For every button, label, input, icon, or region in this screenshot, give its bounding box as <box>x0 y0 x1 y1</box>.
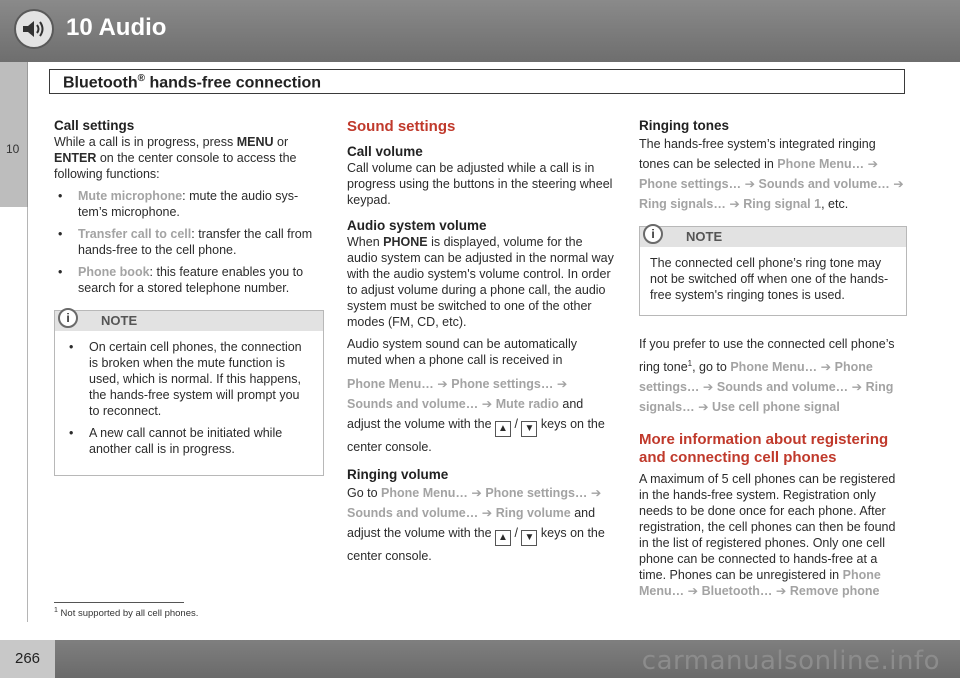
chapter-tab-number: 10 <box>6 142 20 156</box>
column-right <box>639 118 907 605</box>
audio-system-volume-heading: Audio system volume <box>347 218 487 233</box>
arrow-right-icon: ➔ <box>775 584 787 599</box>
header-bar <box>0 0 960 62</box>
arrow-right-icon: ➔ <box>820 360 832 375</box>
ringing-tones-heading: Ringing tones <box>639 118 729 133</box>
watermark: carmanualsonline.info <box>641 646 940 676</box>
arrow-right-icon: ➔ <box>867 157 879 171</box>
note-text: The connected cell phone’s ring tone may not be switched off when one of the hands-free system's ringing tones is used. <box>650 256 889 302</box>
cell-phone-signal-text: If you prefer to use the connected cell phone’s ring tone$^1$, go to Phone Menu… ➔ Phone settings… ➔ Sounds and volume… ➔ Ring signals… ➔ Use cell phone signal <box>639 337 895 415</box>
call-settings-heading: Call settings <box>54 118 135 133</box>
note-label: NOTE <box>101 313 138 328</box>
page-number: 266 <box>0 640 55 678</box>
ringing-volume-path: Go to Phone Menu… ➔ Phone settings… ➔ Sounds and volume… ➔ Ring volume and adjust the volume with the ▲ / ▼ keys on the center console. <box>347 486 605 563</box>
arrow-right-icon: ➔ <box>744 177 756 191</box>
footnote-rule <box>54 602 184 603</box>
note-box <box>54 310 324 476</box>
volume-up-key-icon: ▲ <box>495 530 511 546</box>
call-settings-intro: While a call is in progress, press MENU or ENTER on the center console to access the following functions: <box>54 135 297 181</box>
function-list <box>54 188 324 296</box>
call-volume-text: Call volume can be adjusted while a call is in progress using the buttons in the steering wheel keypad. <box>347 161 613 207</box>
note-header <box>640 227 906 247</box>
arrow-right-icon: ➔ <box>590 486 602 500</box>
arrow-right-icon: ➔ <box>893 177 904 191</box>
arrow-right-icon: ➔ <box>556 377 568 391</box>
arrow-right-icon: ➔ <box>698 400 709 415</box>
section-title: Bluetooth® hands-free connection <box>63 73 322 92</box>
arrow-right-icon: ➔ <box>851 380 863 395</box>
chapter-title: 10 Audio <box>66 14 167 41</box>
list-item: • Mute microphone: mute the audio sys-tem’s microphone. <box>54 188 324 220</box>
arrow-right-icon: ➔ <box>481 397 493 411</box>
ringing-tones-text: The hands-free system’s integrated ringing tones can be selected in Phone Menu… ➔ Phone settings… ➔ Sounds and volume… ➔ Ring signals… ➔ Ring signal 1, etc. <box>639 137 904 211</box>
info-icon: i <box>643 224 663 244</box>
list-item: • Phone book: this feature enables you to search for a stored telephone number. <box>54 264 324 296</box>
list-item: • On certain cell phones, the connection is broken when the mute function is used, which is normal. If this happens, the hands-free system will prompt you to reconnect. <box>65 339 311 419</box>
sound-settings-heading: Sound settings <box>347 118 456 135</box>
column-left <box>54 118 324 486</box>
audio-system-volume-text: When PHONE is displayed, volume for the audio system can be adjusted in the normal way with the audio system's volume control. In order to adjust volume during a phone call, the audio system must be switched to one of the other modes (FM, CD, etc). <box>347 235 614 329</box>
more-info-heading: More information about registering and connecting cell phones <box>639 431 889 467</box>
list-item: • Transfer call to cell: transfer the call from hands-free to the cell phone. <box>54 226 324 258</box>
speaker-icon <box>14 9 54 49</box>
list-item: • A new call cannot be initiated while another call is in progress. <box>65 425 311 457</box>
volume-up-key-icon: ▲ <box>495 421 511 437</box>
note-box <box>639 226 907 316</box>
volume-down-key-icon: ▼ <box>521 530 537 546</box>
note-label: NOTE <box>686 229 723 244</box>
footnote: $^1$ Not supported by all cell phones. <box>54 607 199 620</box>
arrow-right-icon: ➔ <box>481 506 493 520</box>
arrow-right-icon: ➔ <box>437 377 448 391</box>
more-info-text: A maximum of 5 cell phones can be registered in the hands-free system. Registration only needs to be done once for each phone. After registration, the cell phones can then be found in the list of registered phones. Only one cell phone can be connected to hands-free at a time. Phones can be unregistered in Phone Menu… ➔ Bluetooth… ➔ Remove phone <box>639 472 896 599</box>
volume-down-key-icon: ▼ <box>521 421 537 437</box>
ringing-volume-heading: Ringing volume <box>347 467 449 482</box>
note-header <box>55 311 323 331</box>
chapter-tab <box>0 62 28 207</box>
arrow-right-icon: ➔ <box>471 486 482 500</box>
arrow-right-icon: ➔ <box>729 197 740 211</box>
arrow-right-icon: ➔ <box>702 380 714 395</box>
arrow-right-icon: ➔ <box>687 584 699 599</box>
info-icon: i <box>58 308 78 328</box>
note-list <box>65 339 311 457</box>
call-volume-heading: Call volume <box>347 144 423 159</box>
mute-text: Audio system sound can be automatically muted when a phone call is received in <box>347 337 577 367</box>
column-middle <box>347 118 615 572</box>
mute-path: Phone Menu… ➔ Phone settings… ➔ Sounds and volume… ➔ Mute radio and adjust the volume with the ▲ / ▼ keys on the center console. <box>347 377 605 454</box>
